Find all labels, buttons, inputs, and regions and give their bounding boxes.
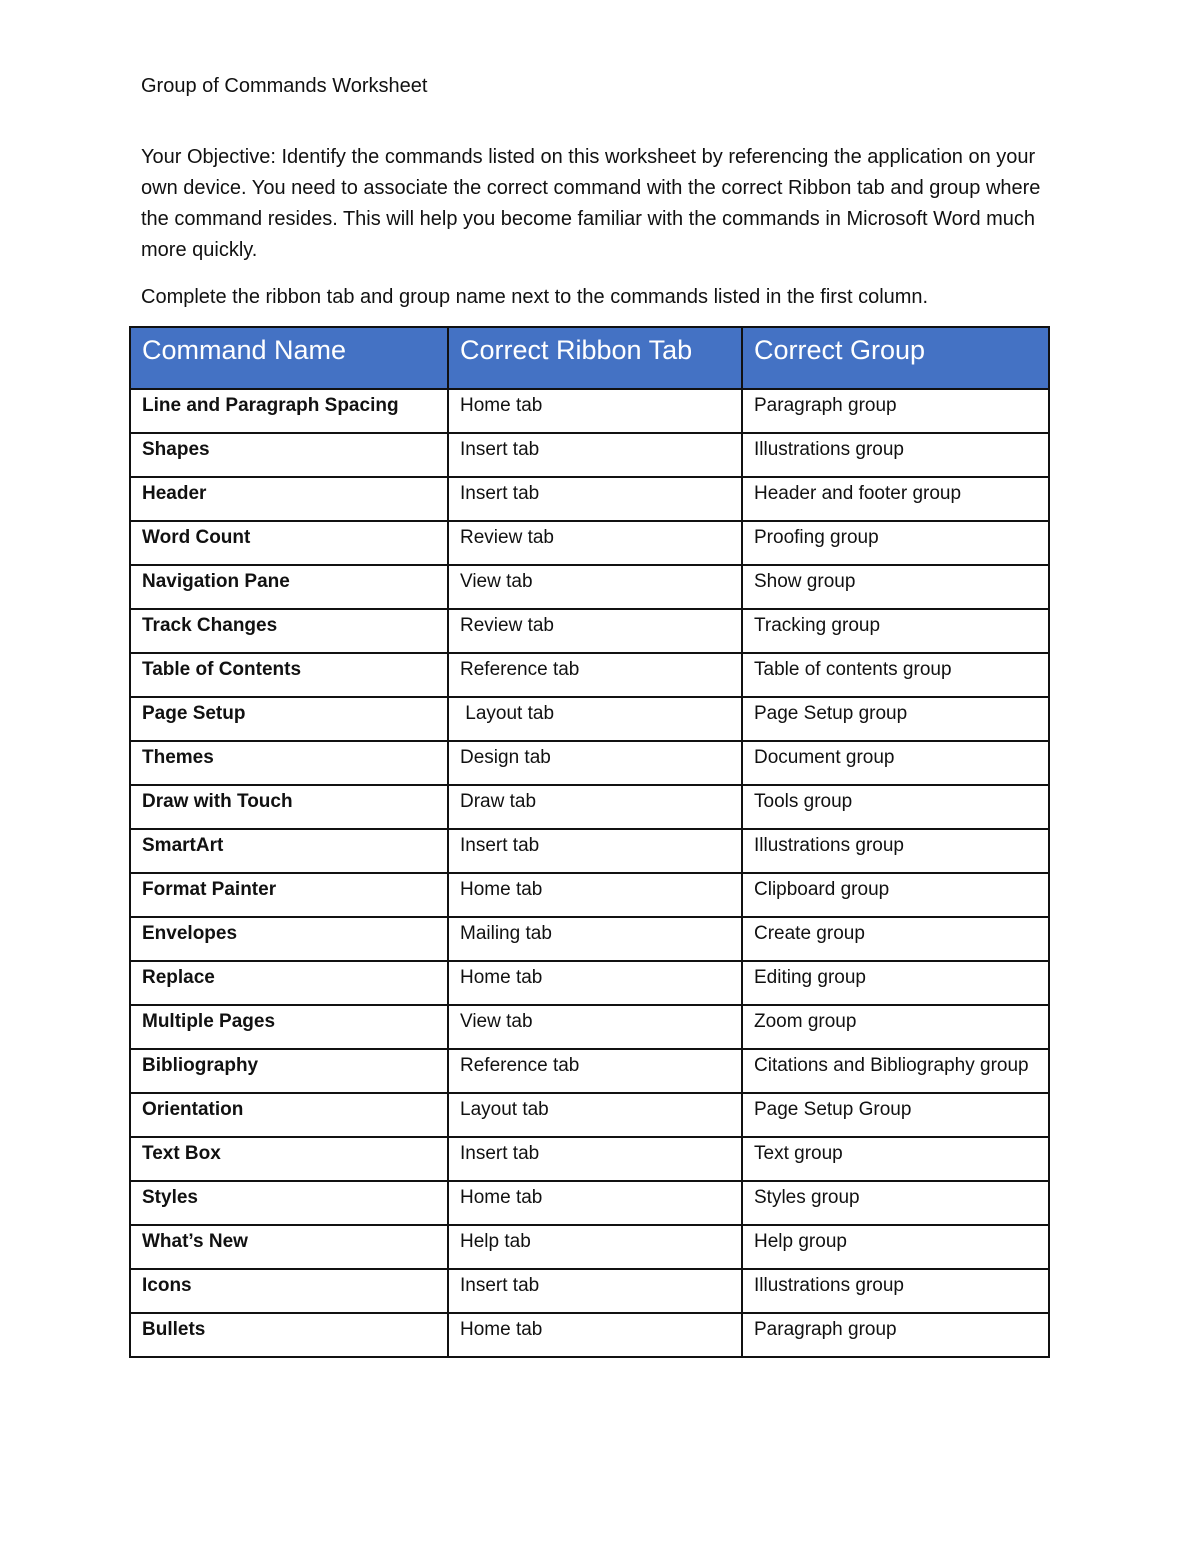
header-command-name: Command Name bbox=[130, 327, 448, 389]
group-cell: Table of contents group bbox=[742, 653, 1049, 697]
command-cell: Text Box bbox=[130, 1137, 448, 1181]
command-cell: Bibliography bbox=[130, 1049, 448, 1093]
table-row bbox=[130, 653, 1049, 697]
command-cell: Track Changes bbox=[130, 609, 448, 653]
ribbon-tab-cell: View tab bbox=[448, 565, 742, 609]
group-cell: Illustrations group bbox=[742, 829, 1049, 873]
table-row bbox=[130, 785, 1049, 829]
group-cell: Zoom group bbox=[742, 1005, 1049, 1049]
group-cell: Illustrations group bbox=[742, 1269, 1049, 1313]
command-cell: Navigation Pane bbox=[130, 565, 448, 609]
group-cell: Clipboard group bbox=[742, 873, 1049, 917]
ribbon-tab-cell: Insert tab bbox=[448, 1137, 742, 1181]
table-row bbox=[130, 873, 1049, 917]
command-cell: Replace bbox=[130, 961, 448, 1005]
command-cell: SmartArt bbox=[130, 829, 448, 873]
ribbon-tab-cell: Review tab bbox=[448, 609, 742, 653]
ribbon-tab-cell: Home tab bbox=[448, 1181, 742, 1225]
command-cell: Icons bbox=[130, 1269, 448, 1313]
command-cell: Line and Paragraph Spacing bbox=[130, 389, 448, 433]
group-cell: Styles group bbox=[742, 1181, 1049, 1225]
group-cell: Illustrations group bbox=[742, 433, 1049, 477]
group-cell: Header and footer group bbox=[742, 477, 1049, 521]
ribbon-tab-cell: Reference tab bbox=[448, 653, 742, 697]
group-cell: Tracking group bbox=[742, 609, 1049, 653]
ribbon-tab-cell: Insert tab bbox=[448, 1269, 742, 1313]
group-cell: Paragraph group bbox=[742, 389, 1049, 433]
group-cell: Proofing group bbox=[742, 521, 1049, 565]
command-cell: Word Count bbox=[130, 521, 448, 565]
table-row bbox=[130, 1137, 1049, 1181]
table-row bbox=[130, 917, 1049, 961]
command-cell: Header bbox=[130, 477, 448, 521]
command-cell: Page Setup bbox=[130, 697, 448, 741]
ribbon-tab-cell: Layout tab bbox=[448, 1093, 742, 1137]
ribbon-tab-cell: Home tab bbox=[448, 389, 742, 433]
ribbon-tab-cell: Review tab bbox=[448, 521, 742, 565]
objective-paragraph: Your Objective: Identify the commands listed on this worksheet by referencing the application on your own device. You need to associate the correct command with the correct Ribbon tab and group where the command resides. This will help you become familiar with the commands in Microsoft Word much more quickly. bbox=[141, 146, 1041, 261]
table-row bbox=[130, 433, 1049, 477]
page-title: Group of Commands Worksheet bbox=[141, 75, 428, 97]
command-cell: Bullets bbox=[130, 1313, 448, 1357]
group-cell: Editing group bbox=[742, 961, 1049, 1005]
ribbon-tab-cell: View tab bbox=[448, 1005, 742, 1049]
table-row bbox=[130, 521, 1049, 565]
command-cell: Draw with Touch bbox=[130, 785, 448, 829]
header-group: Correct Group bbox=[742, 327, 1049, 389]
command-cell: What’s New bbox=[130, 1225, 448, 1269]
table-body bbox=[130, 389, 1049, 1357]
table-row bbox=[130, 1269, 1049, 1313]
group-cell: Page Setup group bbox=[742, 697, 1049, 741]
command-cell: Orientation bbox=[130, 1093, 448, 1137]
ribbon-tab-cell: Layout tab bbox=[448, 697, 742, 741]
command-cell: Table of Contents bbox=[130, 653, 448, 697]
table-row bbox=[130, 1225, 1049, 1269]
command-cell: Styles bbox=[130, 1181, 448, 1225]
ribbon-tab-cell: Home tab bbox=[448, 961, 742, 1005]
command-cell: Shapes bbox=[130, 433, 448, 477]
table-row bbox=[130, 829, 1049, 873]
header-ribbon-tab: Correct Ribbon Tab bbox=[448, 327, 742, 389]
table-row bbox=[130, 961, 1049, 1005]
table-row bbox=[130, 609, 1049, 653]
table-row bbox=[130, 1313, 1049, 1357]
table-row bbox=[130, 477, 1049, 521]
commands-table bbox=[129, 326, 1050, 1358]
group-cell: Show group bbox=[742, 565, 1049, 609]
ribbon-tab-cell: Design tab bbox=[448, 741, 742, 785]
ribbon-tab-cell: Help tab bbox=[448, 1225, 742, 1269]
group-cell: Text group bbox=[742, 1137, 1049, 1181]
ribbon-tab-cell: Draw tab bbox=[448, 785, 742, 829]
ribbon-tab-cell: Home tab bbox=[448, 873, 742, 917]
group-cell: Tools group bbox=[742, 785, 1049, 829]
group-cell: Citations and Bibliography group bbox=[742, 1049, 1049, 1093]
table-row bbox=[130, 1005, 1049, 1049]
table-row bbox=[130, 1049, 1049, 1093]
table-row bbox=[130, 697, 1049, 741]
command-cell: Format Painter bbox=[130, 873, 448, 917]
command-cell: Themes bbox=[130, 741, 448, 785]
instruction-paragraph: Complete the ribbon tab and group name next to the commands listed in the first column. bbox=[141, 286, 929, 308]
ribbon-tab-cell: Home tab bbox=[448, 1313, 742, 1357]
group-cell: Help group bbox=[742, 1225, 1049, 1269]
table-row bbox=[130, 1093, 1049, 1137]
ribbon-tab-cell: Insert tab bbox=[448, 829, 742, 873]
table-row bbox=[130, 565, 1049, 609]
group-cell: Document group bbox=[742, 741, 1049, 785]
group-cell: Create group bbox=[742, 917, 1049, 961]
command-cell: Multiple Pages bbox=[130, 1005, 448, 1049]
ribbon-tab-cell: Reference tab bbox=[448, 1049, 742, 1093]
group-cell: Paragraph group bbox=[742, 1313, 1049, 1357]
ribbon-tab-cell: Insert tab bbox=[448, 433, 742, 477]
table-header-row bbox=[130, 327, 1049, 389]
command-cell: Envelopes bbox=[130, 917, 448, 961]
ribbon-tab-cell: Insert tab bbox=[448, 477, 742, 521]
table-row bbox=[130, 1181, 1049, 1225]
group-cell: Page Setup Group bbox=[742, 1093, 1049, 1137]
table-row bbox=[130, 741, 1049, 785]
ribbon-tab-cell: Mailing tab bbox=[448, 917, 742, 961]
table-row bbox=[130, 389, 1049, 433]
